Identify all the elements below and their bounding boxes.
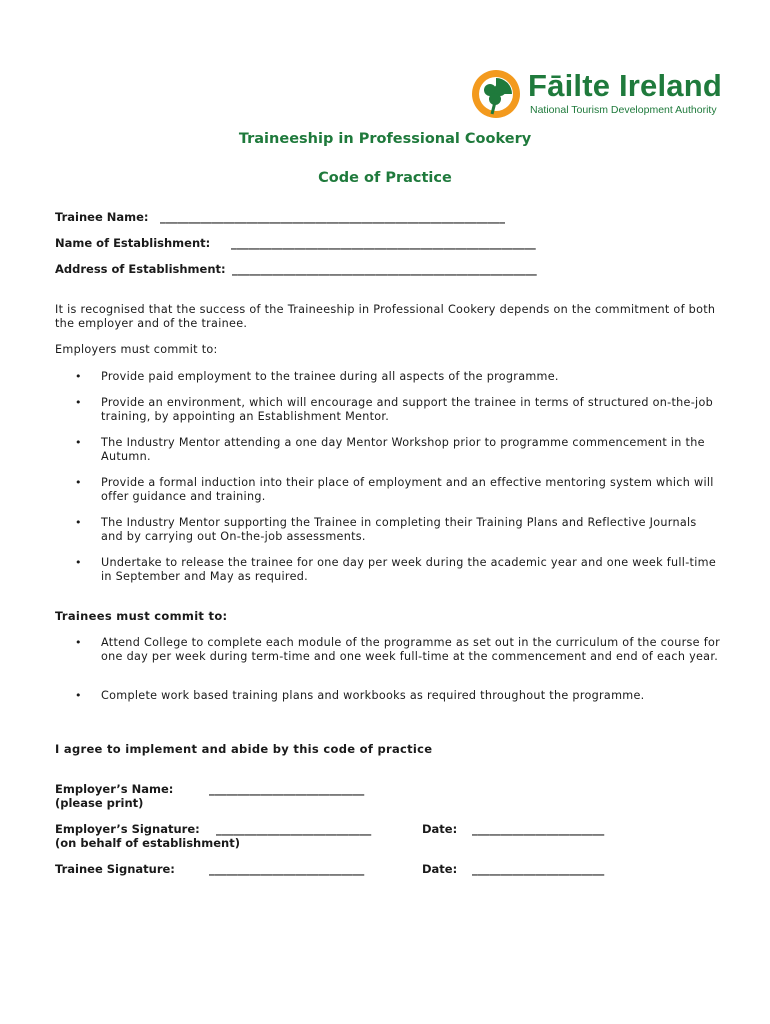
bullet-icon: • <box>75 516 82 529</box>
employers-heading: Employers must commit to: <box>55 343 218 356</box>
shamrock-logo-icon <box>470 68 522 120</box>
bullet-icon: • <box>75 436 82 449</box>
employer-item: The Industry Mentor attending a one day Mentor Workshop prior to programme commencement in the Autumn. <box>101 436 705 463</box>
bullet-icon: • <box>75 370 82 383</box>
employer-item: Provide an environment, which will encourage and support the trainee in terms of structured on-the-job training, by appointing an Establishment Mentor. <box>101 396 714 423</box>
employer-name-line[interactable]: ___________________________ <box>209 782 365 796</box>
employer-item: Undertake to release the trainee for one day per week during the academic year and one week full-time in September and May as required. <box>101 556 717 583</box>
employer-date-line[interactable]: _______________________ <box>472 822 605 836</box>
address-field[interactable] <box>55 262 537 276</box>
trainee-name-line[interactable]: ____________________________________________________________ <box>160 210 505 224</box>
bullet-icon: • <box>75 396 82 409</box>
trainee-date-label: Date: <box>422 862 458 876</box>
document-title: Traineeship in Professional Cookery <box>238 131 532 147</box>
document-subtitle: Code of Practice <box>318 170 452 186</box>
employer-date-label: Date: <box>422 822 458 836</box>
trainee-signature-label: Trainee Signature: <box>55 862 175 876</box>
trainee-name-field[interactable] <box>55 210 505 224</box>
trainee-item: Attend College to complete each module of the programme as set out in the curriculum of the course for one day per week during term-time and one week full-time at the commencement and end of each year. <box>101 636 721 663</box>
trainees-heading: Trainees must commit to: <box>55 609 228 623</box>
intro-paragraph: It is recognised that the success of the Traineeship in Professional Cookery depends on the commitment of both the employer and of the trainee. <box>55 303 716 330</box>
trainee-date-line[interactable]: _______________________ <box>472 862 605 876</box>
trainee-item: Complete work based training plans and workbooks as required throughout the programme. <box>101 689 645 702</box>
establishment-label: Name of Establishment: <box>55 236 211 250</box>
employer-signature-line[interactable]: ___________________________ <box>216 822 372 836</box>
employer-item: Provide paid employment to the trainee during all aspects of the programme. <box>101 370 559 383</box>
employer-item: The Industry Mentor supporting the Trainee in completing their Training Plans and Reflective Journals and by carrying out On-the-job assessments. <box>101 516 697 543</box>
employer-signature-label: Employer’s Signature: (on behalf of establishment) <box>55 822 240 850</box>
failte-ireland-logo <box>470 68 750 124</box>
employer-name-label: Employer’s Name: (please print) <box>55 782 174 810</box>
bullet-icon: • <box>75 636 82 649</box>
bullet-icon: • <box>75 476 82 489</box>
logo-name: Fāilte Ireland <box>528 68 723 103</box>
establishment-field[interactable] <box>55 236 536 250</box>
address-line[interactable]: _____________________________________________________ <box>232 262 537 276</box>
establishment-line[interactable]: _____________________________________________________ <box>231 236 536 250</box>
trainee-name-label: Trainee Name: <box>55 210 149 224</box>
agreement-statement: I agree to implement and abide by this code of practice <box>55 742 433 756</box>
employer-item: Provide a formal induction into their place of employment and an effective mentoring system which will offer guidance and training. <box>101 476 714 503</box>
bullet-icon: • <box>75 689 82 702</box>
trainee-signature-line[interactable]: ___________________________ <box>209 862 365 876</box>
bullet-icon: • <box>75 556 82 569</box>
logo-tagline: National Tourism Development Authority <box>530 104 717 116</box>
address-label: Address of Establishment: <box>55 262 226 276</box>
